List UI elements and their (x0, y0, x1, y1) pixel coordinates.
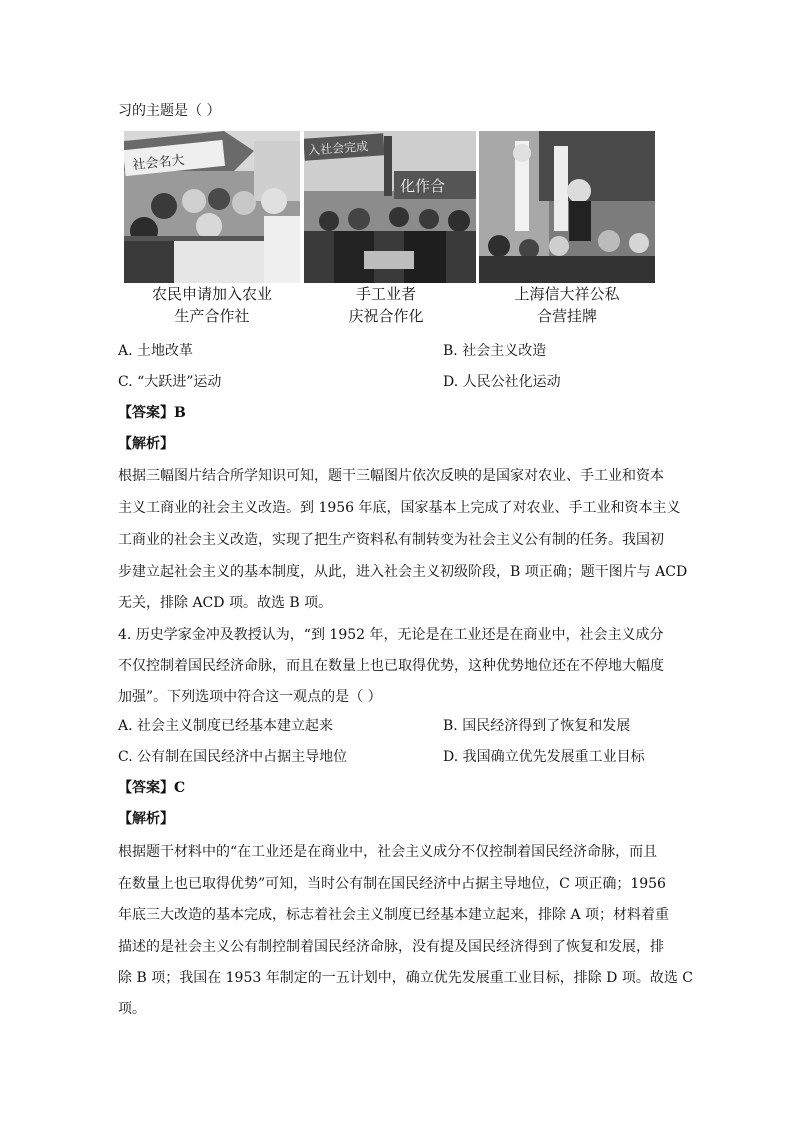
q4-analysis-line: 项。 (118, 1001, 146, 1017)
q4-option-b: B. 国民经济得到了恢复和发展 (443, 718, 631, 734)
q4-analysis-label: 【解析】 (118, 811, 174, 827)
q4-option-c: C. 公有制在国民经济中占据主导地位 (118, 749, 348, 765)
caption-line: 农民申请加入农业 (151, 285, 272, 303)
caption-line: 合营挂牌 (536, 307, 597, 325)
q3-analysis-line: 工商业的社会主义改造，实现了把生产资料私有制转变为社会主义公有制的任务。我国初 (118, 532, 664, 548)
q4-option-d: D. 我国确立优先发展重工业目标 (443, 749, 645, 765)
q3-option-d: D. 人民公社化运动 (443, 374, 561, 390)
q3-option-c: C. “大跃进”运动 (118, 374, 222, 390)
photo-shanghai-xindaxiang (479, 131, 655, 283)
q4-answer: 【答案】C (118, 780, 186, 796)
q4-analysis-line: 除 B 项；我国在 1953 年制定的一五计划中，确立优先发展重工业目标，排除 D 项。故选 C (118, 970, 694, 986)
q3-analysis-line: 主义工商业的社会主义改造。到 1956 年底，国家基本上完成了对农业、手工业和资本主义 (118, 500, 681, 516)
q3-analysis-line: 无关，排除 ACD 项。故选 B 项。 (118, 595, 333, 611)
banner-text: 社会名大 (131, 152, 186, 174)
q3-analysis-line: 根据三幅图片结合所学知识可知，题干三幅图片依次反映的是国家对农业、手工业和资本 (118, 468, 664, 484)
banner-text: 化作合 (400, 177, 446, 195)
question-4-stem: 4. 历史学家金冲及教授认为，“到 1952 年，无论是在工业还是在商业中，社会主义成分 (118, 627, 664, 643)
banner-text: 入社会完成 (307, 139, 369, 158)
q3-option-b: B. 社会主义改造 (443, 343, 547, 359)
photo-farmers-cooperative (124, 131, 300, 283)
q4-option-a: A. 社会主义制度已经基本建立起来 (118, 718, 334, 734)
photo-handicraft-celebration (304, 131, 476, 283)
photo-caption-1 (124, 283, 300, 327)
caption-line: 生产合作社 (174, 307, 250, 325)
q4-analysis-line: 描述的是社会主义公有制控制着国民经济命脉，没有提及国民经济得到了恢复和发展，排 (118, 939, 664, 955)
photo-caption-3 (479, 283, 655, 327)
q3-answer: 【答案】B (118, 405, 186, 421)
q3-analysis-label: 【解析】 (118, 436, 174, 452)
photo-caption-2 (300, 283, 472, 327)
q4-analysis-line: 在数量上也已取得优势”可知，当时公有制在国民经济中占据主导地位，C 项正确；1956 (118, 876, 666, 892)
q3-analysis-line: 步建立起社会主义的基本制度，从此，进入社会主义初级阶段，B 项正确；题干图片与 ACD (118, 564, 688, 580)
q4-analysis-line: 年底三大改造的基本完成，标志着社会主义制度已经基本建立起来，排除 A 项；材料着重 (118, 907, 670, 923)
q4-analysis-line: 根据题干材料中的“在工业还是在商业中，社会主义成分不仅控制着国民经济命脉，而且 (118, 844, 658, 860)
question-3-stem: 习的主题是（ ） (118, 103, 221, 119)
question-4-stem: 不仅控制着国民经济命脉，而且在数量上也已取得优势，这种优势地位还在不停地大幅度 (118, 658, 664, 674)
question-4-stem: 加强”。下列选项中符合这一观点的是（ ） (118, 689, 382, 705)
caption-line: 上海信大祥公私 (514, 285, 620, 303)
caption-line: 庆祝合作化 (348, 307, 424, 325)
caption-line: 手工业者 (355, 285, 416, 303)
q3-option-a: A. 土地改革 (118, 343, 194, 359)
